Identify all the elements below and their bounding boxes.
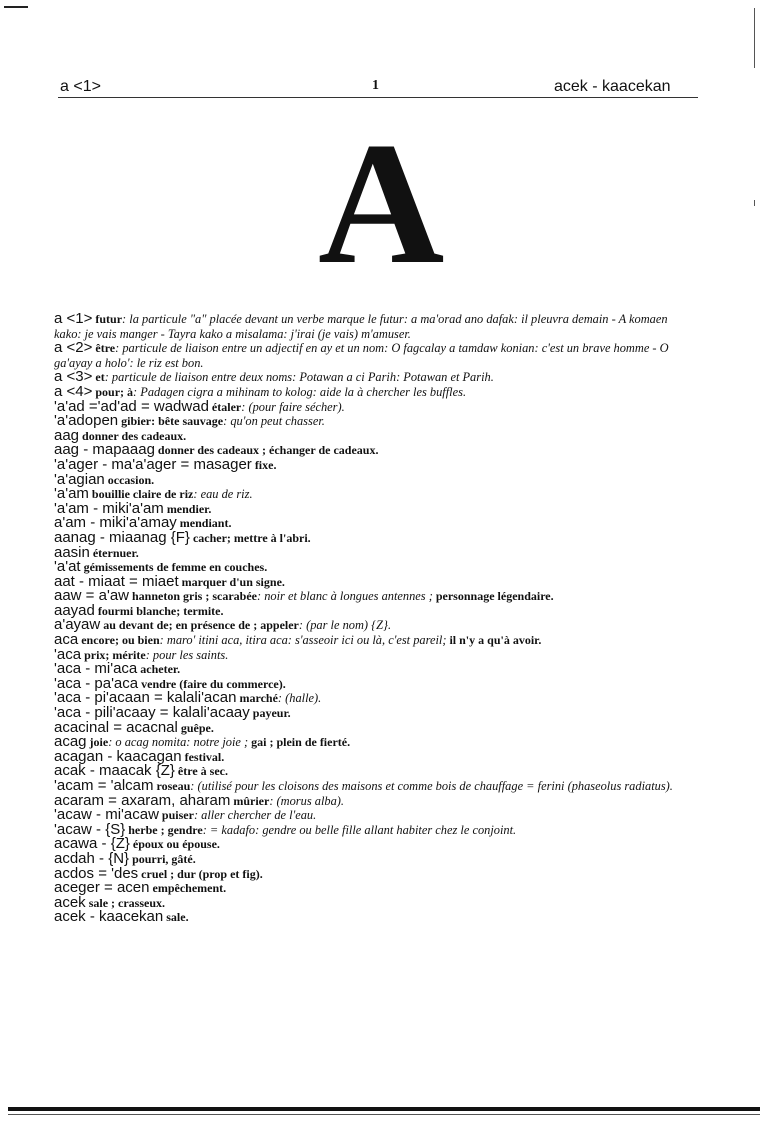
gloss: futur [92, 312, 123, 326]
definition: : aller chercher de l'eau. [193, 808, 317, 823]
dictionary-entry [54, 808, 694, 823]
headword: 'acaw - {S} [54, 820, 126, 838]
headword: 'a'agian [54, 470, 105, 488]
gloss: sale. [163, 910, 189, 925]
gloss: acheter. [137, 662, 181, 677]
dictionary-entry [54, 397, 694, 415]
dictionary-entries [54, 312, 694, 925]
dictionary-entry [54, 820, 694, 838]
gloss: puiser [158, 808, 194, 823]
gloss: éternuer. [89, 545, 139, 560]
dictionary-entry [54, 455, 694, 473]
dictionary-entry [54, 341, 694, 370]
gloss: pour; à [92, 384, 134, 399]
scan-edge-mark [754, 200, 755, 206]
gloss: encore; ou bien [78, 633, 160, 648]
gloss: pourri, gâté. [129, 851, 196, 866]
definition: : (par le nom) {Z}. [298, 618, 392, 633]
headword: 'aca - mi'aca [54, 660, 138, 678]
headword: aat - miaat = miaet [54, 572, 179, 590]
gloss: personnage légendaire. [432, 589, 554, 604]
gloss: gai ; plein de fierté. [248, 735, 351, 750]
gloss: au devant de; en présence de ; appeler [100, 618, 299, 633]
header-left: a <1> [60, 78, 101, 95]
headword: acek [54, 893, 86, 911]
gloss: festival. [181, 749, 225, 764]
headword: aanag - miaanag {F} [54, 528, 190, 546]
dictionary-entry [54, 572, 694, 590]
dictionary-entry [54, 881, 694, 896]
section-letter: A [318, 106, 445, 300]
headword: 'a'ager - ma'a'ager = masager [54, 455, 252, 473]
gloss: mendiant. [176, 516, 232, 531]
dictionary-entry [54, 849, 694, 867]
headword: aaw = a'aw [54, 587, 129, 605]
headword: 'a'at [54, 558, 81, 576]
headword: a <3> [54, 368, 93, 386]
headword: acawa - {Z} [54, 835, 130, 853]
gloss: vendre (faire du commerce). [138, 676, 286, 691]
gloss: marquer d'un signe. [178, 574, 285, 589]
headword: 'aca [54, 645, 82, 663]
gloss: être [92, 341, 116, 356]
dictionary-entry [54, 414, 694, 429]
gloss: étaler [208, 399, 242, 414]
headword: 'a'am [54, 485, 89, 503]
headword: acaram = axaram, aharam [54, 791, 231, 809]
headword: acdos = 'des [54, 864, 139, 882]
headword: aca [54, 631, 79, 649]
definition: : qu'on peut chasser. [223, 414, 325, 429]
gloss: gémissements de femme en couches. [80, 560, 268, 575]
dictionary-entry [54, 662, 694, 677]
gloss: herbe ; gendre [125, 822, 203, 837]
gloss: fourmi blanche; termite. [94, 603, 224, 618]
definition: : (pour faire sécher). [241, 399, 345, 414]
gloss: cruel ; dur (prop et fig). [138, 866, 263, 881]
gloss: il n'y a qu'à avoir. [446, 633, 542, 648]
definition: : la particule "a" placée devant un verbe marque le futur: a ma'orad ano dafak: il pleuvra demain - A komaen kako: je vais manger - Tayra kako a misalama: j'irai (je vais) m'amuser. [54, 312, 668, 341]
scan-edge-line [754, 8, 755, 68]
dictionary-entry [54, 910, 694, 925]
headword: a <1> [54, 310, 93, 327]
dictionary-entry [54, 864, 694, 882]
header-right: acek - kaacekan [554, 78, 671, 95]
gloss: époux ou épouse. [129, 837, 220, 852]
headword: 'aca - pili'acaay = kalali'acaay [54, 704, 250, 722]
corner-dash [4, 6, 28, 8]
gloss: bouillie claire de riz [88, 487, 194, 502]
headword: 'aca - pa'aca [54, 674, 139, 692]
footer-rule [8, 1107, 760, 1111]
gloss: hanneton gris ; scarabée [129, 589, 257, 604]
gloss: donner des cadeaux ; échanger de cadeaux. [154, 443, 379, 458]
headword: aayad [54, 601, 95, 619]
headword: 'aca - pi'acaan = kalali'acan [54, 689, 237, 707]
definition: : noir et blanc à longues antennes ; [257, 589, 433, 604]
gloss: donner des cadeaux. [79, 428, 187, 443]
headword: acag [54, 733, 87, 751]
headword: 'a'am - miki'a'am [54, 499, 164, 517]
gloss: marché [236, 691, 278, 706]
headword: aag - mapaaag [54, 441, 155, 459]
definition: : (utilisé pour les cloisons des maisons et comme bois de chauffage = ferini (phaseolus radiatus). [190, 779, 673, 793]
gloss: être à sec. [174, 764, 228, 779]
definition: : particule de liaison entre un adjectif en ay et un nom: O fagcalay a tamdaw konian: c'est un brave homme - O ga'ayay a holo': le riz est bon. [54, 341, 669, 370]
gloss: gibier: bête sauvage [118, 414, 224, 429]
definition: : Padagen cigra a mihinam to kolog: aide la à chercher les buffles. [133, 384, 467, 399]
dictionary-entry [54, 837, 694, 852]
definition: : eau de riz. [193, 487, 253, 502]
gloss: cacher; mettre à l'abri. [189, 530, 311, 545]
headword: acak - maacak {Z} [54, 762, 175, 780]
headword: 'acaw - mi'acaw [54, 806, 159, 824]
gloss: et [92, 370, 105, 385]
gloss: mûrier [230, 793, 270, 808]
headword: 'acam = 'alcam [54, 777, 154, 794]
headword: aceger = acen [54, 879, 150, 897]
definition: : pour les saints. [145, 647, 229, 662]
gloss: prix; mérite [81, 647, 146, 662]
gloss: occasion. [104, 472, 155, 487]
footer-rule-thin [8, 1114, 760, 1115]
definition: : (halle). [277, 691, 322, 706]
gloss: guêpe. [177, 720, 214, 735]
headword: acek - kaacekan [54, 908, 164, 926]
definition: : maro' itini aca, itira aca: s'asseoir ici ou là, c'est pareil; [159, 633, 447, 648]
headword: aag [54, 426, 80, 444]
gloss: roseau [153, 779, 191, 793]
definition: : o acag nomita: notre joie ; [108, 735, 249, 750]
definition: : = kadafo: gendre ou belle fille allant habiter chez le conjoint. [202, 822, 517, 837]
definition: : particule de liaison entre deux noms: Potawan a ci Parih: Potawan et Parih. [104, 370, 494, 385]
headword: a'ayaw [54, 616, 101, 634]
gloss: fixe. [251, 457, 277, 472]
headword: a'am - miki'a'amay [54, 514, 177, 532]
headword: 'a'ad ='ad'ad = wadwad [54, 397, 209, 415]
dictionary-entry [54, 645, 694, 663]
headword: acacinal = acacnal [54, 718, 178, 736]
dictionary-entry [54, 589, 694, 604]
dictionary-entry [54, 543, 694, 561]
headword: 'a'adopen [54, 412, 119, 430]
page-number: 1 [372, 78, 379, 93]
dictionary-entry [54, 312, 694, 341]
headword: aasin [54, 543, 90, 561]
gloss: payeur. [249, 706, 291, 721]
gloss: joie [86, 735, 109, 750]
gloss: sale ; crasseux. [85, 895, 166, 910]
headword: acagan - kaacagan [54, 747, 182, 765]
dictionary-entry [54, 718, 694, 736]
headword: a <2> [54, 339, 93, 357]
gloss: empêchement. [149, 881, 227, 896]
dictionary-entry [54, 370, 694, 385]
headword: acdah - {N} [54, 849, 130, 867]
header-rule [58, 97, 698, 98]
definition: : (morus alba). [269, 793, 344, 808]
gloss: mendier. [163, 501, 212, 516]
dictionary-entry [54, 633, 694, 648]
dictionary-entry [54, 528, 694, 546]
dictionary-entry [54, 601, 694, 619]
dictionary-entry [54, 470, 694, 488]
dictionary-entry [54, 618, 694, 633]
headword: a <4> [54, 382, 93, 400]
